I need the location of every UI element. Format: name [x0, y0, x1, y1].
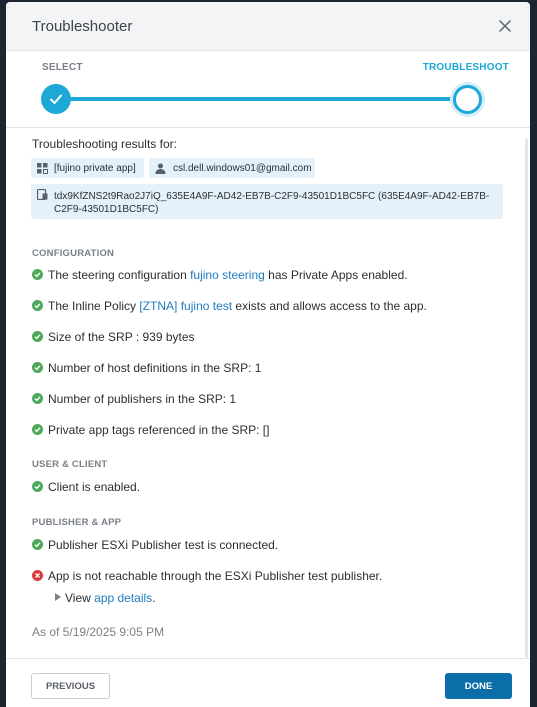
section-configuration: CONFIGURATION — [32, 248, 115, 259]
row-text: The Inline Policy — [48, 299, 140, 313]
section-user-client: USER & CLIENT — [32, 459, 108, 470]
row-text: Publisher ESXi Publisher test is connected. — [48, 538, 279, 552]
row-text: App is not reachable through the ESXi Publisher test publisher. — [48, 569, 383, 583]
check-circle-icon — [32, 539, 43, 550]
section-publisher-app: PUBLISHER & APP — [32, 517, 122, 528]
previous-button[interactable]: PREVIOUS — [31, 673, 110, 699]
app-icon — [37, 163, 48, 177]
row-text: Client is enabled. — [48, 480, 141, 494]
row-text: Number of publishers in the SRP: 1 — [48, 392, 237, 406]
row-text: . — [152, 591, 156, 605]
dialog-header — [6, 2, 530, 51]
row-text: Number of host definitions in the SRP: 1 — [48, 361, 262, 375]
row-text: The steering configuration — [48, 268, 191, 282]
app-chip — [31, 158, 144, 178]
dialog-title: Troubleshooter — [32, 18, 133, 35]
check-icon — [48, 91, 64, 107]
results-heading: Troubleshooting results for: — [32, 137, 177, 151]
row-text: View — [65, 591, 95, 605]
step-label-select: SELECT — [42, 62, 83, 73]
dialog-footer — [6, 658, 530, 707]
scrollbar[interactable] — [525, 138, 528, 658]
troubleshooter-dialog — [6, 2, 530, 707]
stepper-track — [56, 97, 468, 101]
check-circle-icon — [32, 424, 43, 435]
stepper — [6, 51, 530, 127]
steering-config-link[interactable]: fujino steering — [190, 268, 265, 282]
device-chip-label: tdx9KfZNS2t9Rao2J7iQ_635E4A9F-AD42-EB7B-C2F9-43501D1BC5FC (635E4A9F-AD42-EB7B-C2F9-43501D1BC5FC) — [54, 191, 490, 215]
inline-policy-link[interactable]: [ZTNA] fujino test — [139, 299, 233, 313]
row-text: Size of the SRP : 939 bytes — [48, 330, 195, 344]
row-text: exists and allows access to the app. — [232, 299, 427, 313]
expand-triangle-icon[interactable] — [55, 593, 61, 601]
error-circle-icon — [32, 570, 43, 581]
app-chip-label: [fujino private app] — [54, 163, 136, 174]
check-circle-icon — [32, 393, 43, 404]
check-circle-icon — [32, 269, 43, 280]
device-icon — [37, 189, 48, 203]
check-circle-icon — [32, 362, 43, 373]
user-chip-label: csl.dell.windows01@gmail.com — [173, 163, 312, 174]
results-panel — [6, 128, 530, 658]
timestamp: As of 5/19/2025 9:05 PM — [32, 625, 165, 639]
step-troubleshoot-current — [453, 85, 482, 114]
check-circle-icon — [32, 481, 43, 492]
row-text: has Private Apps enabled. — [264, 268, 408, 282]
done-button[interactable]: DONE — [445, 673, 512, 699]
row-text: Private app tags referenced in the SRP: [] — [48, 423, 270, 437]
check-circle-icon — [32, 300, 43, 311]
close-icon[interactable] — [494, 15, 516, 37]
step-label-troubleshoot: TROUBLESHOOT — [422, 62, 509, 73]
check-circle-icon — [32, 331, 43, 342]
app-details-link[interactable]: app details — [94, 591, 153, 605]
step-select-complete[interactable] — [41, 84, 71, 114]
user-chip — [149, 158, 315, 178]
user-icon — [155, 163, 166, 177]
device-chip — [31, 184, 503, 219]
